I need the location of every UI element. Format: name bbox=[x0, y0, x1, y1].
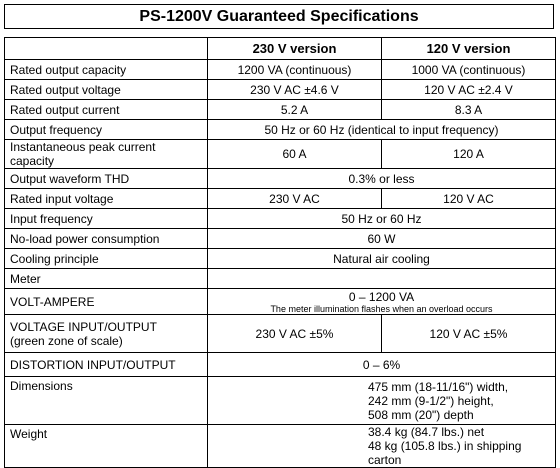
row-label: Rated output current bbox=[5, 100, 208, 120]
row-label: Output waveform THD bbox=[5, 169, 208, 189]
table-row bbox=[5, 209, 556, 229]
overload-note: The meter illumination flashes when an overload occurs bbox=[270, 303, 493, 314]
cell-shared bbox=[208, 377, 556, 425]
table-row bbox=[5, 425, 556, 468]
table-row bbox=[5, 315, 556, 353]
specifications-table bbox=[4, 37, 556, 468]
row-label-line: VOLTAGE INPUT/OUTPUT bbox=[10, 319, 157, 334]
table-row bbox=[5, 353, 556, 377]
cell-120v: 8.3 A bbox=[382, 100, 556, 120]
cell-230v: 5.2 A bbox=[208, 100, 382, 120]
table-row bbox=[5, 80, 556, 100]
table-row bbox=[5, 249, 556, 269]
cell-120v: 120 V AC ±5% bbox=[382, 315, 556, 353]
weight-line: 38.4 kg (84.7 lbs.) net bbox=[368, 425, 485, 439]
table-row bbox=[5, 289, 556, 315]
cell-shared: 50 Hz or 60 Hz bbox=[208, 209, 556, 229]
cell-empty bbox=[208, 269, 556, 289]
row-label: No-load power consumption bbox=[5, 229, 208, 249]
row-label: Output frequency bbox=[5, 120, 208, 140]
table-row bbox=[5, 229, 556, 249]
cell-120v: 120 A bbox=[382, 140, 556, 169]
table-row bbox=[5, 60, 556, 80]
row-label: Weight bbox=[5, 425, 208, 468]
table-row bbox=[5, 189, 556, 209]
weight-line: 48 kg (105.8 lbs.) in shipping carton bbox=[368, 439, 522, 467]
cell-shared: Natural air cooling bbox=[208, 249, 556, 269]
meter-range-text: 0 – 1200 VA bbox=[348, 289, 415, 304]
row-label: Dimensions bbox=[5, 377, 208, 425]
table-row bbox=[5, 100, 556, 120]
cell-120v: 120 V AC bbox=[382, 189, 556, 209]
table-row bbox=[5, 269, 556, 289]
row-label: Rated output capacity bbox=[5, 60, 208, 80]
table-row bbox=[5, 169, 556, 189]
row-label bbox=[5, 315, 208, 353]
cell-230v: 1200 VA (continuous) bbox=[208, 60, 382, 80]
row-label: Input frequency bbox=[5, 209, 208, 229]
table-row bbox=[5, 120, 556, 140]
header-blank-cell bbox=[5, 38, 208, 60]
cell-shared: 50 Hz or 60 Hz (identical to input frequency) bbox=[208, 120, 556, 140]
header-230v: 230 V version bbox=[208, 38, 382, 60]
table-row bbox=[5, 377, 556, 425]
table-row bbox=[5, 140, 556, 169]
cell-230v: 230 V AC bbox=[208, 189, 382, 209]
cell-120v: 120 V AC ±2.4 V bbox=[382, 80, 556, 100]
cell-230v: 60 A bbox=[208, 140, 382, 169]
dimension-line: 242 mm (9-1/2") height, bbox=[368, 393, 494, 408]
cell-shared bbox=[208, 289, 556, 315]
header-row bbox=[5, 38, 556, 60]
cell-shared: 0 – 6% bbox=[208, 353, 556, 377]
document-title: PS-1200V Guaranteed Specifications bbox=[4, 4, 554, 29]
row-label-line: (green zone of scale) bbox=[10, 333, 123, 348]
cell-shared: 60 W bbox=[208, 229, 556, 249]
dimension-line: 508 mm (20") depth bbox=[368, 407, 474, 422]
cell-120v: 1000 VA (continuous) bbox=[382, 60, 556, 80]
row-label: Rated input voltage bbox=[5, 189, 208, 209]
cell-shared: 0.3% or less bbox=[208, 169, 556, 189]
dimension-line: 475 mm (18-11/16") width, bbox=[368, 379, 509, 394]
row-label: DISTORTION INPUT/OUTPUT bbox=[5, 353, 208, 377]
row-label: Rated output voltage bbox=[5, 80, 208, 100]
row-label: Meter bbox=[5, 269, 208, 289]
header-120v: 120 V version bbox=[382, 38, 556, 60]
cell-230v: 230 V AC ±4.6 V bbox=[208, 80, 382, 100]
cell-230v: 230 V AC ±5% bbox=[208, 315, 382, 353]
row-label: Instantaneous peak current capacity bbox=[5, 140, 208, 169]
row-label: Cooling principle bbox=[5, 249, 208, 269]
row-label: VOLT-AMPERE bbox=[5, 289, 208, 315]
cell-shared bbox=[208, 425, 556, 468]
